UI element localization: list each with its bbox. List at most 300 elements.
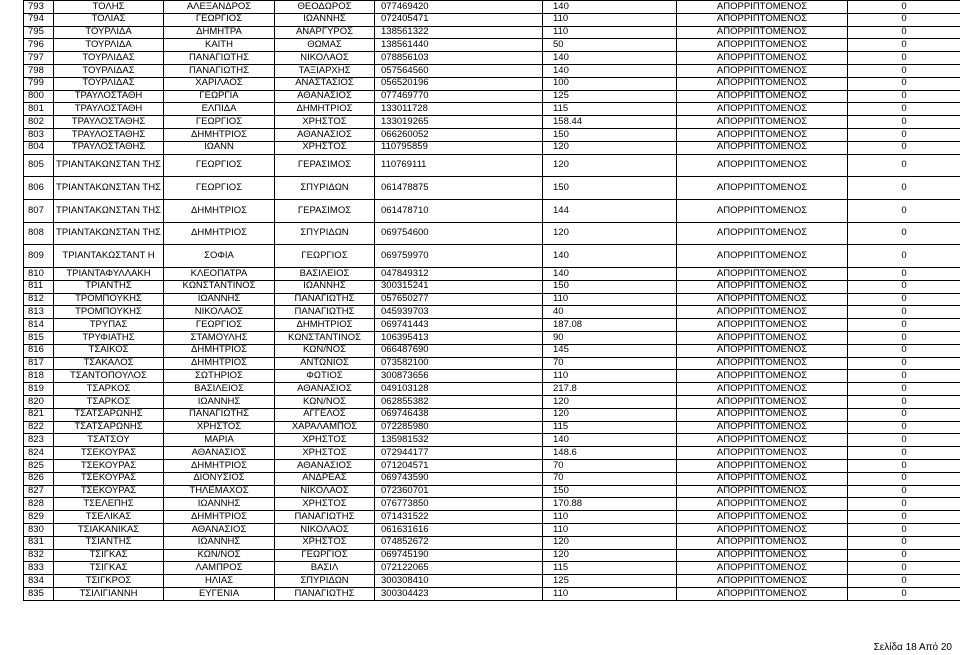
table-row: [24, 77, 960, 90]
cell-first-name: ΜΑΡΙΑ: [164, 434, 275, 447]
table-row: [24, 1, 960, 14]
cell-row-number: 794: [24, 13, 54, 26]
cell-row-number: 833: [24, 562, 54, 575]
cell-score: 0: [848, 434, 960, 447]
table-row: [24, 549, 960, 562]
cell-points: 140: [543, 52, 677, 65]
cell-points: 50: [543, 39, 677, 52]
cell-score: 0: [848, 587, 960, 600]
cell-tax-id: 300308410: [375, 575, 543, 588]
cell-tax-id: 078856103: [375, 52, 543, 65]
cell-surname: ΤΟΥΡΛΙΔΑΣ: [54, 52, 164, 65]
cell-score: 0: [848, 498, 960, 511]
cell-first-name: ΓΕΩΡΓΙΑ: [164, 90, 275, 103]
cell-first-name: ΑΘΑΝΑΣΙΟΣ: [164, 447, 275, 460]
cell-points: 140: [543, 64, 677, 77]
cell-points: 120: [543, 395, 677, 408]
cell-status: ΑΠΟΡΡΙΠΤΟΜΕΝΟΣ: [677, 549, 848, 562]
cell-father-name: ΣΠΥΡΙΔΩΝ: [275, 575, 375, 588]
cell-score: 0: [848, 39, 960, 52]
cell-row-number: 819: [24, 383, 54, 396]
cell-points: 110: [543, 13, 677, 26]
cell-first-name: ΔΗΜΗΤΡΙΟΣ: [164, 344, 275, 357]
cell-surname: ΤΟΥΡΛΙΔΑ: [54, 26, 164, 39]
cell-first-name: ΓΕΩΡΓΙΟΣ: [164, 13, 275, 26]
cell-father-name: ΚΩΝ/ΝΟΣ: [275, 395, 375, 408]
cell-first-name: ΙΩΑΝΝΗΣ: [164, 395, 275, 408]
cell-tax-id: 135981532: [375, 434, 543, 447]
cell-row-number: 817: [24, 357, 54, 370]
cell-first-name: ΣΟΦΙΑ: [164, 245, 275, 268]
cell-first-name: ΙΩΑΝΝ: [164, 141, 275, 154]
cell-row-number: 801: [24, 103, 54, 116]
table-row: [24, 177, 960, 200]
cell-status: ΑΠΟΡΡΙΠΤΟΜΕΝΟΣ: [677, 128, 848, 141]
table-row: [24, 103, 960, 116]
table-row: [24, 199, 960, 222]
cell-tax-id: 066487690: [375, 344, 543, 357]
cell-surname: ΤΣΕΛΕΠΗΣ: [54, 498, 164, 511]
cell-father-name: ΒΑΣΙΛ: [275, 562, 375, 575]
cell-row-number: 804: [24, 141, 54, 154]
cell-father-name: ΑΘΑΝΑΣΙΟΣ: [275, 459, 375, 472]
table-row: [24, 511, 960, 524]
cell-tax-id: 133011728: [375, 103, 543, 116]
cell-surname: ΤΡΑΥΛΟΣΤΑΘΗΣ: [54, 116, 164, 129]
cell-points: 120: [543, 549, 677, 562]
cell-row-number: 807: [24, 199, 54, 222]
cell-status: ΑΠΟΡΡΙΠΤΟΜΕΝΟΣ: [677, 177, 848, 200]
cell-first-name: ΑΘΑΝΑΣΙΟΣ: [164, 523, 275, 536]
cell-row-number: 827: [24, 485, 54, 498]
cell-points: 140: [543, 245, 677, 268]
cell-surname: ΤΣΑΝΤΟΠΟΥΛΟΣ: [54, 370, 164, 383]
cell-surname: ΤΟΥΡΛΙΔΑΣ: [54, 77, 164, 90]
cell-row-number: 798: [24, 64, 54, 77]
table-row: [24, 536, 960, 549]
cell-father-name: ΘΕΟΔΩΡΟΣ: [275, 1, 375, 14]
page-number: Σελίδα 18 Από 20: [873, 642, 952, 653]
cell-points: 115: [543, 562, 677, 575]
cell-row-number: 802: [24, 116, 54, 129]
cell-score: 0: [848, 141, 960, 154]
cell-surname: ΤΡΙΑΝΤΑΚΩΝΣΤΑΝ ΤΗΣ: [54, 222, 164, 245]
cell-points: 90: [543, 331, 677, 344]
table-row: [24, 245, 960, 268]
cell-first-name: ΙΩΑΝΝΗΣ: [164, 498, 275, 511]
cell-status: ΑΠΟΡΡΙΠΤΟΜΕΝΟΣ: [677, 511, 848, 524]
table-row: [24, 64, 960, 77]
table-row: [24, 319, 960, 332]
cell-first-name: ΚΑΙΤΗ: [164, 39, 275, 52]
cell-tax-id: 057564560: [375, 64, 543, 77]
cell-father-name: ΧΡΗΣΤΟΣ: [275, 116, 375, 129]
cell-points: 148.6: [543, 447, 677, 460]
cell-score: 0: [848, 154, 960, 177]
cell-tax-id: 300304423: [375, 587, 543, 600]
cell-row-number: 799: [24, 77, 54, 90]
cell-status: ΑΠΟΡΡΙΠΤΟΜΕΝΟΣ: [677, 331, 848, 344]
cell-status: ΑΠΟΡΡΙΠΤΟΜΕΝΟΣ: [677, 408, 848, 421]
cell-first-name: ΠΑΝΑΓΙΩΤΗΣ: [164, 52, 275, 65]
cell-surname: ΤΟΥΡΛΙΔΑΣ: [54, 64, 164, 77]
cell-surname: ΤΡΙΑΝΤΑΚΩΝΣΤΑΝ ΤΗΣ: [54, 177, 164, 200]
cell-tax-id: 077469420: [375, 1, 543, 14]
cell-score: 0: [848, 116, 960, 129]
cell-points: 110: [543, 587, 677, 600]
cell-first-name: ΣΤΑΜΟΥΛΗΣ: [164, 331, 275, 344]
table-row: [24, 472, 960, 485]
cell-tax-id: 072360701: [375, 485, 543, 498]
cell-row-number: 831: [24, 536, 54, 549]
cell-surname: ΤΡΑΥΛΟΣΤΑΘΗΣ: [54, 141, 164, 154]
cell-status: ΑΠΟΡΡΙΠΤΟΜΕΝΟΣ: [677, 344, 848, 357]
cell-tax-id: 061478710: [375, 199, 543, 222]
cell-tax-id: 110769111: [375, 154, 543, 177]
cell-points: 120: [543, 222, 677, 245]
cell-row-number: 809: [24, 245, 54, 268]
cell-points: 70: [543, 472, 677, 485]
cell-first-name: ΔΗΜΗΤΡΙΟΣ: [164, 459, 275, 472]
cell-status: ΑΠΟΡΡΙΠΤΟΜΕΝΟΣ: [677, 447, 848, 460]
cell-tax-id: 138561322: [375, 26, 543, 39]
cell-tax-id: 106395413: [375, 331, 543, 344]
cell-row-number: 832: [24, 549, 54, 562]
cell-tax-id: 076773850: [375, 498, 543, 511]
cell-father-name: ΚΩΝ/ΝΟΣ: [275, 344, 375, 357]
cell-father-name: ΧΑΡΑΛΑΜΠΟΣ: [275, 421, 375, 434]
cell-surname: ΤΣΑΤΣΑΡΩΝΗΣ: [54, 421, 164, 434]
cell-score: 0: [848, 549, 960, 562]
cell-points: 100: [543, 77, 677, 90]
cell-father-name: ΝΙΚΟΛΑΟΣ: [275, 52, 375, 65]
cell-status: ΑΠΟΡΡΙΠΤΟΜΕΝΟΣ: [677, 116, 848, 129]
cell-status: ΑΠΟΡΡΙΠΤΟΜΕΝΟΣ: [677, 306, 848, 319]
cell-father-name: ΧΡΗΣΤΟΣ: [275, 141, 375, 154]
cell-score: 0: [848, 408, 960, 421]
cell-row-number: 808: [24, 222, 54, 245]
cell-surname: ΤΡΟΜΠΟΥΚΗΣ: [54, 293, 164, 306]
cell-points: 170.88: [543, 498, 677, 511]
cell-score: 0: [848, 199, 960, 222]
table-row: [24, 395, 960, 408]
cell-points: 70: [543, 459, 677, 472]
table-row: [24, 344, 960, 357]
cell-father-name: ΚΩΝΣΤΑΝΤΙΝΟΣ: [275, 331, 375, 344]
cell-tax-id: 072944177: [375, 447, 543, 460]
table-row: [24, 562, 960, 575]
cell-father-name: ΑΘΑΝΑΣΙΟΣ: [275, 90, 375, 103]
cell-row-number: 803: [24, 128, 54, 141]
cell-points: 144: [543, 199, 677, 222]
cell-surname: ΤΣΕΚΟΥΡΑΣ: [54, 485, 164, 498]
cell-row-number: 828: [24, 498, 54, 511]
cell-father-name: ΧΡΗΣΤΟΣ: [275, 434, 375, 447]
cell-father-name: ΦΩΤΙΟΣ: [275, 370, 375, 383]
table-row: [24, 141, 960, 154]
cell-father-name: ΑΝΑΣΤΑΣΙΟΣ: [275, 77, 375, 90]
cell-first-name: ΙΩΑΝΝΗΣ: [164, 536, 275, 549]
cell-surname: ΤΡΙΑΝΤΑΚΩΣΤΑΝΤ Η: [54, 245, 164, 268]
cell-row-number: 815: [24, 331, 54, 344]
cell-first-name: ΔΗΜΗΤΡΙΟΣ: [164, 357, 275, 370]
cell-score: 0: [848, 103, 960, 116]
cell-father-name: ΧΡΗΣΤΟΣ: [275, 498, 375, 511]
cell-points: 70: [543, 357, 677, 370]
records-table: [23, 0, 960, 601]
table-row: [24, 154, 960, 177]
cell-surname: ΤΡΟΜΠΟΥΚΗΣ: [54, 306, 164, 319]
cell-first-name: ΕΛΠΙΔΑ: [164, 103, 275, 116]
cell-surname: ΤΣΑΡΚΟΣ: [54, 383, 164, 396]
cell-father-name: ΒΑΣΙΛΕΙΟΣ: [275, 268, 375, 281]
cell-tax-id: 066260052: [375, 128, 543, 141]
cell-row-number: 812: [24, 293, 54, 306]
cell-status: ΑΠΟΡΡΙΠΤΟΜΕΝΟΣ: [677, 434, 848, 447]
cell-row-number: 834: [24, 575, 54, 588]
cell-score: 0: [848, 485, 960, 498]
cell-status: ΑΠΟΡΡΙΠΤΟΜΕΝΟΣ: [677, 472, 848, 485]
cell-father-name: ΓΕΡΑΣΙΜΟΣ: [275, 154, 375, 177]
cell-father-name: ΑΓΓΕΛΟΣ: [275, 408, 375, 421]
cell-score: 0: [848, 536, 960, 549]
cell-surname: ΤΡΑΥΛΟΣΤΑΘΗΣ: [54, 128, 164, 141]
cell-row-number: 823: [24, 434, 54, 447]
cell-score: 0: [848, 421, 960, 434]
cell-status: ΑΠΟΡΡΙΠΤΟΜΕΝΟΣ: [677, 268, 848, 281]
table-row: [24, 222, 960, 245]
cell-father-name: ΠΑΝΑΓΙΩΤΗΣ: [275, 587, 375, 600]
records-table-body: [24, 1, 960, 601]
cell-surname: ΤΣΙΓΚΡΟΣ: [54, 575, 164, 588]
cell-first-name: ΔΗΜΗΤΡΙΟΣ: [164, 511, 275, 524]
cell-surname: ΤΣΙΓΚΑΣ: [54, 549, 164, 562]
cell-first-name: ΓΕΩΡΓΙΟΣ: [164, 154, 275, 177]
cell-row-number: 814: [24, 319, 54, 332]
cell-tax-id: 069741443: [375, 319, 543, 332]
cell-score: 0: [848, 523, 960, 536]
cell-points: 140: [543, 434, 677, 447]
cell-tax-id: 057650277: [375, 293, 543, 306]
cell-score: 0: [848, 64, 960, 77]
cell-status: ΑΠΟΡΡΙΠΤΟΜΕΝΟΣ: [677, 587, 848, 600]
cell-surname: ΤΡΙΑΝΤΑΚΩΝΣΤΑΝ ΤΗΣ: [54, 154, 164, 177]
cell-score: 0: [848, 357, 960, 370]
cell-row-number: 816: [24, 344, 54, 357]
cell-father-name: ΓΕΡΑΣΙΜΟΣ: [275, 199, 375, 222]
cell-surname: ΤΣΕΛΙΚΑΣ: [54, 511, 164, 524]
table-row: [24, 331, 960, 344]
cell-first-name: ΚΩΝΣΤΑΝΤΙΝΟΣ: [164, 280, 275, 293]
cell-tax-id: 069745190: [375, 549, 543, 562]
cell-status: ΑΠΟΡΡΙΠΤΟΜΕΝΟΣ: [677, 280, 848, 293]
table-row: [24, 459, 960, 472]
cell-surname: ΤΣΑΤΣΟΥ: [54, 434, 164, 447]
table-row: [24, 306, 960, 319]
cell-status: ΑΠΟΡΡΙΠΤΟΜΕΝΟΣ: [677, 319, 848, 332]
cell-points: 187.08: [543, 319, 677, 332]
table-row: [24, 52, 960, 65]
cell-points: 145: [543, 344, 677, 357]
table-row: [24, 408, 960, 421]
cell-surname: ΤΣΙΓΚΑΣ: [54, 562, 164, 575]
cell-score: 0: [848, 52, 960, 65]
cell-first-name: ΓΕΩΡΓΙΟΣ: [164, 177, 275, 200]
cell-tax-id: 061478875: [375, 177, 543, 200]
cell-row-number: 825: [24, 459, 54, 472]
cell-father-name: ΝΙΚΟΛΑΟΣ: [275, 523, 375, 536]
cell-status: ΑΠΟΡΡΙΠΤΟΜΕΝΟΣ: [677, 26, 848, 39]
cell-surname: ΤΣΑΚΑΛΟΣ: [54, 357, 164, 370]
cell-tax-id: 045939703: [375, 306, 543, 319]
cell-score: 0: [848, 383, 960, 396]
cell-points: 110: [543, 511, 677, 524]
cell-row-number: 806: [24, 177, 54, 200]
cell-score: 0: [848, 13, 960, 26]
cell-points: 150: [543, 128, 677, 141]
cell-surname: ΤΟΛΙΑΣ: [54, 13, 164, 26]
cell-score: 0: [848, 511, 960, 524]
cell-status: ΑΠΟΡΡΙΠΤΟΜΕΝΟΣ: [677, 64, 848, 77]
table-row: [24, 421, 960, 434]
cell-tax-id: 074852672: [375, 536, 543, 549]
cell-row-number: 797: [24, 52, 54, 65]
cell-father-name: ΤΑΞΙΑΡΧΗΣ: [275, 64, 375, 77]
cell-first-name: ΠΑΝΑΓΙΩΤΗΣ: [164, 64, 275, 77]
table-row: [24, 90, 960, 103]
cell-surname: ΤΡΑΥΛΟΣΤΑΘΗ: [54, 90, 164, 103]
cell-first-name: ΕΥΓΕΝΙΑ: [164, 587, 275, 600]
cell-surname: ΤΣΑΡΚΟΣ: [54, 395, 164, 408]
cell-status: ΑΠΟΡΡΙΠΤΟΜΕΝΟΣ: [677, 245, 848, 268]
cell-row-number: 830: [24, 523, 54, 536]
cell-status: ΑΠΟΡΡΙΠΤΟΜΕΝΟΣ: [677, 459, 848, 472]
cell-row-number: 813: [24, 306, 54, 319]
table-row: [24, 498, 960, 511]
cell-score: 0: [848, 562, 960, 575]
cell-status: ΑΠΟΡΡΙΠΤΟΜΕΝΟΣ: [677, 575, 848, 588]
cell-tax-id: 133019265: [375, 116, 543, 129]
cell-status: ΑΠΟΡΡΙΠΤΟΜΕΝΟΣ: [677, 13, 848, 26]
cell-status: ΑΠΟΡΡΙΠΤΟΜΕΝΟΣ: [677, 199, 848, 222]
cell-row-number: 796: [24, 39, 54, 52]
table-row: [24, 485, 960, 498]
cell-father-name: ΑΝΑΡΓΥΡΟΣ: [275, 26, 375, 39]
cell-tax-id: 062855382: [375, 395, 543, 408]
table-row: [24, 268, 960, 281]
cell-score: 0: [848, 177, 960, 200]
cell-points: 110: [543, 523, 677, 536]
cell-father-name: ΘΩΜΑΣ: [275, 39, 375, 52]
cell-points: 110: [543, 293, 677, 306]
cell-tax-id: 069759970: [375, 245, 543, 268]
cell-row-number: 800: [24, 90, 54, 103]
cell-first-name: ΓΕΩΡΓΙΟΣ: [164, 319, 275, 332]
cell-status: ΑΠΟΡΡΙΠΤΟΜΕΝΟΣ: [677, 370, 848, 383]
cell-first-name: ΔΗΜΗΤΡΑ: [164, 26, 275, 39]
cell-tax-id: 072405471: [375, 13, 543, 26]
cell-father-name: ΣΠΥΡΙΔΩΝ: [275, 177, 375, 200]
table-row: [24, 447, 960, 460]
cell-status: ΑΠΟΡΡΙΠΤΟΜΕΝΟΣ: [677, 1, 848, 14]
table-row: [24, 575, 960, 588]
cell-status: ΑΠΟΡΡΙΠΤΟΜΕΝΟΣ: [677, 395, 848, 408]
cell-father-name: ΔΗΜΗΤΡΙΟΣ: [275, 103, 375, 116]
cell-tax-id: 072122065: [375, 562, 543, 575]
cell-points: 125: [543, 575, 677, 588]
cell-first-name: ΔΗΜΗΤΡΙΟΣ: [164, 222, 275, 245]
cell-row-number: 824: [24, 447, 54, 460]
cell-father-name: ΓΕΩΡΓΙΟΣ: [275, 245, 375, 268]
cell-first-name: ΧΡΗΣΤΟΣ: [164, 421, 275, 434]
cell-father-name: ΣΠΥΡΙΔΩΝ: [275, 222, 375, 245]
cell-row-number: 793: [24, 1, 54, 14]
cell-row-number: 811: [24, 280, 54, 293]
cell-surname: ΤΣΕΚΟΥΡΑΣ: [54, 472, 164, 485]
cell-points: 40: [543, 306, 677, 319]
cell-score: 0: [848, 293, 960, 306]
cell-surname: ΤΡΥΦΙΑΤΗΣ: [54, 331, 164, 344]
cell-points: 120: [543, 408, 677, 421]
cell-first-name: ΑΛΕΞΑΝΔΡΟΣ: [164, 1, 275, 14]
cell-row-number: 835: [24, 587, 54, 600]
cell-score: 0: [848, 472, 960, 485]
cell-status: ΑΠΟΡΡΙΠΤΟΜΕΝΟΣ: [677, 498, 848, 511]
cell-score: 0: [848, 306, 960, 319]
table-row: [24, 370, 960, 383]
cell-score: 0: [848, 331, 960, 344]
cell-tax-id: 110795859: [375, 141, 543, 154]
cell-score: 0: [848, 26, 960, 39]
cell-tax-id: 071431522: [375, 511, 543, 524]
cell-tax-id: 069743590: [375, 472, 543, 485]
cell-row-number: 821: [24, 408, 54, 421]
cell-score: 0: [848, 447, 960, 460]
cell-status: ΑΠΟΡΡΙΠΤΟΜΕΝΟΣ: [677, 485, 848, 498]
cell-tax-id: 073582100: [375, 357, 543, 370]
cell-row-number: 818: [24, 370, 54, 383]
cell-tax-id: 072285980: [375, 421, 543, 434]
cell-father-name: ΑΘΑΝΑΣΙΟΣ: [275, 383, 375, 396]
cell-score: 0: [848, 280, 960, 293]
table-row: [24, 280, 960, 293]
cell-tax-id: 047849312: [375, 268, 543, 281]
cell-tax-id: 300315241: [375, 280, 543, 293]
cell-tax-id: 069746438: [375, 408, 543, 421]
cell-score: 0: [848, 1, 960, 14]
cell-status: ΑΠΟΡΡΙΠΤΟΜΕΝΟΣ: [677, 293, 848, 306]
cell-status: ΑΠΟΡΡΙΠΤΟΜΕΝΟΣ: [677, 523, 848, 536]
cell-points: 120: [543, 154, 677, 177]
cell-points: 150: [543, 177, 677, 200]
cell-row-number: 822: [24, 421, 54, 434]
cell-status: ΑΠΟΡΡΙΠΤΟΜΕΝΟΣ: [677, 103, 848, 116]
cell-first-name: ΒΑΣΙΛΕΙΟΣ: [164, 383, 275, 396]
cell-status: ΑΠΟΡΡΙΠΤΟΜΕΝΟΣ: [677, 222, 848, 245]
cell-first-name: ΣΩΤΗΡΙΟΣ: [164, 370, 275, 383]
cell-father-name: ΔΗΜΗΤΡΙΟΣ: [275, 319, 375, 332]
cell-first-name: ΙΩΑΝΝΗΣ: [164, 293, 275, 306]
cell-score: 0: [848, 268, 960, 281]
cell-father-name: ΠΑΝΑΓΙΩΤΗΣ: [275, 293, 375, 306]
cell-first-name: ΔΙΟΝΥΣΙΟΣ: [164, 472, 275, 485]
cell-score: 0: [848, 245, 960, 268]
cell-surname: ΤΣΕΚΟΥΡΑΣ: [54, 459, 164, 472]
cell-row-number: 826: [24, 472, 54, 485]
cell-points: 140: [543, 1, 677, 14]
cell-points: 120: [543, 536, 677, 549]
table-row: [24, 434, 960, 447]
